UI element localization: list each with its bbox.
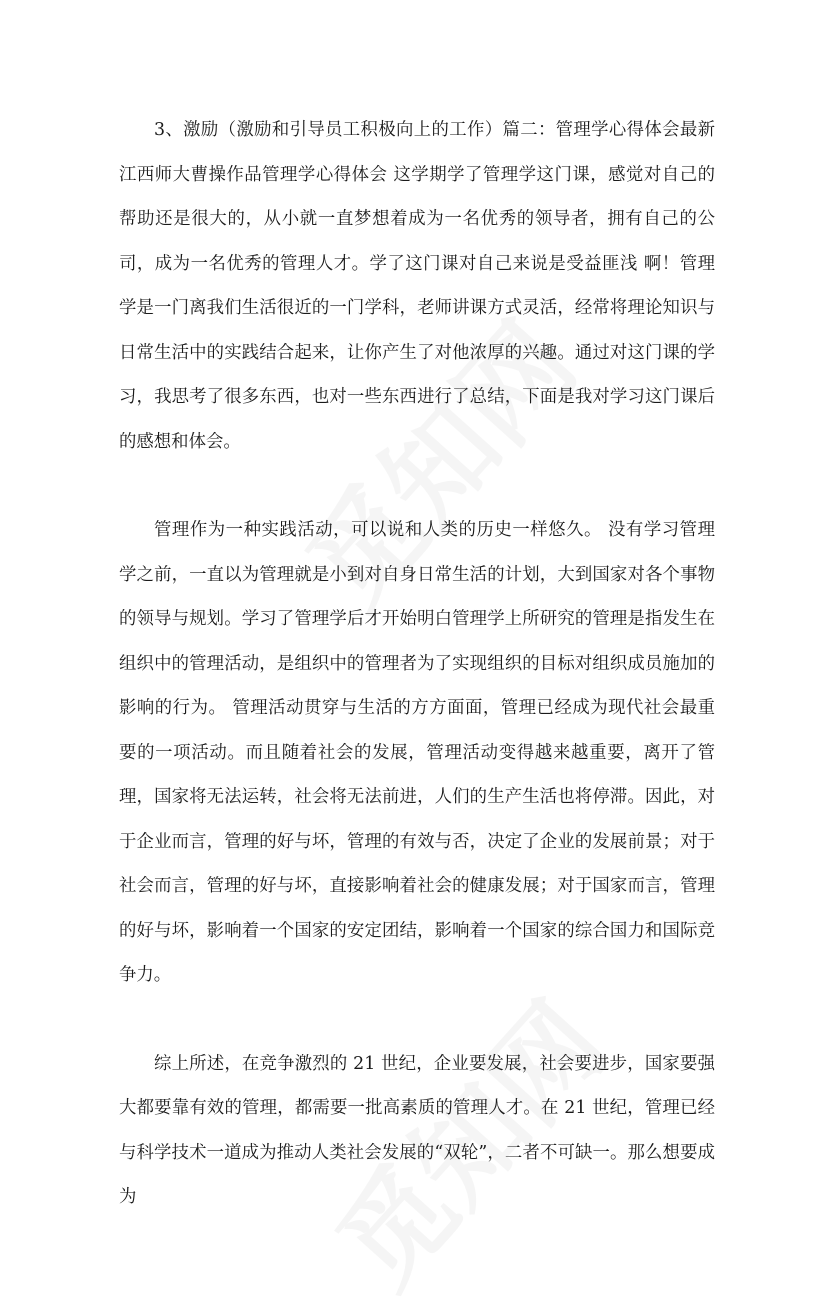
document-body bbox=[119, 108, 715, 1220]
paragraph-3: 综上所述，在竞争激烈的 21 世纪，企业要发展，社会要进步，国家要强大都要靠有效的管理，都需要一批高素质的管理人才。在 21 世纪，管理已经与科学技术一道成为推动人类社会发展的“双轮”，二者不可缺一。那么想要成为 bbox=[119, 1053, 715, 1207]
paragraph-2: 管理作为一种实践活动，可以说和人类的历史一样悠久。 没有学习管理学之前，一直以为管理就是小到对自身日常生活的计划，大到国家对各个事物的领导与规划。学习了管理学后才开始明白管理学上所研究的管理是指发生在组织中的管理活动，是组织中的管理者为了实现组织的目标对组织成员施加的影响的行为。 管理活动贯穿与生活的方方面面，管理已经成为现代社会最重要的一项活动。而且随着社会的发展，管理活动变得越来越重要，离开了管理，国家将无法运转，社会将无法前进，人们的生产生活也将停滞。因此，对于企业而言，管理的好与坏，管理的有效与否，决定了企业的发展前景；对于社会而言，管理的好与坏，直接影响着社会的健康发展；对于国家而言，管理的好与坏，影响着一个国家的安定团结，影响着一个国家的综合国力和国际竞争力。 bbox=[119, 520, 715, 985]
paragraph-1: 3、激励（激励和引导员工积极向上的工作）篇二：管理学心得体会最新江西师大曹操作品管理学心得体会 这学期学了管理学这门课，感觉对自己的帮助还是很大的，从小就一直梦想着成为一名优秀的领导者，拥有自己的公司，成为一名优秀的管理人才。学了这门课对自己来说是受益匪浅 啊！管理学是一门离我们生活很近的一门学科，老师讲课方式灵活，经常将理论知识与日常生活中的实践结合起来，让你产生了对他浓厚的兴趣。通过对这门课的学习，我思考了很多东西，也对一些东西进行了总结，下面是我对学习这门课后的感想和体会。 bbox=[119, 120, 715, 452]
